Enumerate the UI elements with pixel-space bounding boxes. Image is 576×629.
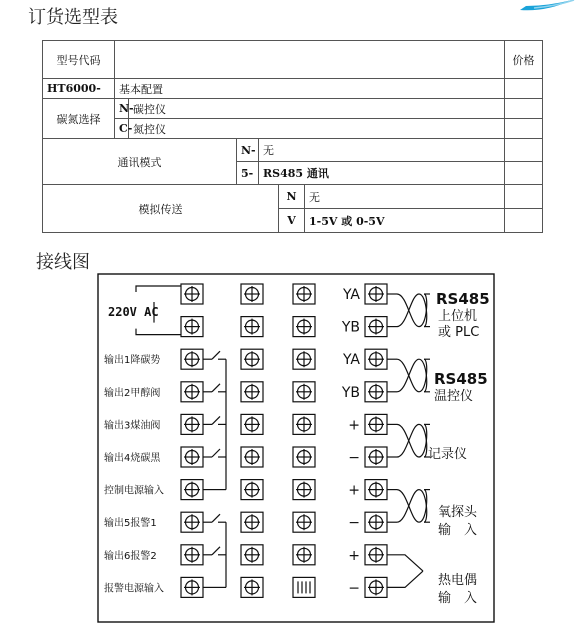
terminal-icon <box>293 447 315 467</box>
terminal-icon <box>181 447 203 467</box>
rs485-temp-title: RS485 <box>434 370 488 388</box>
price-cell <box>505 79 543 99</box>
terminal-sign-label: − <box>348 515 360 532</box>
terminal-icon <box>365 480 387 500</box>
price-cell <box>505 209 543 233</box>
carbon-option-row <box>43 99 543 119</box>
terminal-sign-label: + <box>348 417 360 434</box>
power-wire <box>136 329 181 335</box>
comm-none-row <box>43 139 543 162</box>
terminal-icon <box>365 414 387 434</box>
price-cell <box>505 139 543 162</box>
relay-contact-icon <box>212 547 220 555</box>
terminal-icon <box>293 545 315 565</box>
price-cell <box>505 99 543 119</box>
terminal-icon <box>241 545 263 565</box>
relay-contact-icon <box>212 449 220 457</box>
option-desc: 氮控仪 <box>129 119 505 139</box>
twisted-pair-icon <box>387 424 430 457</box>
option-code: N <box>279 185 305 209</box>
price-cell <box>505 162 543 185</box>
terminal-icon <box>241 349 263 369</box>
terminal-sign-label: YA <box>342 287 360 303</box>
terminal-sign-label: − <box>348 580 360 597</box>
oxygen-label-line1: 氧探头 <box>438 505 478 520</box>
terminal-icon <box>181 512 203 532</box>
rs485-temp-sub: 温控仪 <box>434 389 474 404</box>
terminal-sign-label: YA <box>342 352 360 369</box>
output-label: 控制电源输入 <box>104 485 164 497</box>
option-desc: 无 <box>305 185 505 209</box>
terminal-icon <box>241 414 263 434</box>
analog-output-label: 模拟传送 <box>43 185 279 233</box>
option-code: C- <box>115 119 129 139</box>
fuse-icon <box>293 577 315 597</box>
header-blank-cell <box>115 41 505 79</box>
twisted-pair-icon <box>387 490 430 523</box>
output-label: 输出4烧碳黑 <box>104 453 161 464</box>
terminal-icon <box>365 447 387 467</box>
terminal-icon <box>181 480 203 500</box>
terminal-icon <box>181 545 203 565</box>
terminal-icon <box>365 577 387 597</box>
output-label: 输出2甲醇阀 <box>104 387 161 399</box>
thermo-label-line1: 热电偶 <box>438 573 478 588</box>
terminal-icon <box>241 577 263 597</box>
option-desc: RS485 通讯 <box>259 162 505 185</box>
thermocouple-junction-icon <box>387 555 423 588</box>
terminal-icon <box>181 414 203 434</box>
terminal-icon <box>181 382 203 402</box>
terminal-icon <box>365 349 387 369</box>
option-desc: 无 <box>259 139 505 162</box>
terminal-icon <box>181 577 203 597</box>
terminal-sign-label: − <box>348 450 360 466</box>
power-label: 220V AC <box>108 305 159 319</box>
model-code-header: 型号代码 <box>43 41 115 79</box>
terminal-icon <box>181 284 203 304</box>
terminal-icon <box>365 382 387 402</box>
terminal-icon <box>181 349 203 369</box>
header-row <box>43 41 543 79</box>
power-wire <box>136 286 181 292</box>
terminal-icon <box>293 414 315 434</box>
recorder-label: 记录仪 <box>428 447 468 462</box>
output-label: 输出6报警2 <box>104 550 157 562</box>
terminal-icon <box>293 349 315 369</box>
order-table-title: 订货选型表 <box>28 7 118 28</box>
rs485-pc-sub2: 或 PLC <box>438 325 480 340</box>
terminal-icon <box>293 317 315 337</box>
terminal-icon <box>181 317 203 337</box>
price-cell <box>505 185 543 209</box>
terminal-icon <box>365 512 387 532</box>
relay-contact-icon <box>212 514 220 522</box>
output-label: 输出1降碳势 <box>104 355 161 367</box>
terminal-icon <box>293 382 315 402</box>
base-config-row <box>43 79 543 99</box>
option-desc: 碳控仪 <box>129 99 505 119</box>
option-desc: 1-5V 或 0-5V <box>305 209 505 233</box>
terminal-sign-label: + <box>348 547 360 564</box>
output-label: 报警电源输入 <box>104 583 164 595</box>
terminal-icon <box>241 480 263 500</box>
analog-none-row <box>43 185 543 209</box>
relay-contact-icon <box>212 416 220 424</box>
wiring-diagram-title: 接线图 <box>36 252 90 273</box>
option-code: N- <box>237 139 259 162</box>
nitrogen-option-row <box>43 119 543 139</box>
oxygen-label-line2: 输 入 <box>438 523 478 538</box>
relay-contact-icon <box>212 384 220 392</box>
terminal-icon <box>365 317 387 337</box>
rs485-pc-sub1: 上位机 <box>438 309 478 324</box>
terminal-icon <box>241 284 263 304</box>
terminal-sign-label: YB <box>341 384 360 401</box>
thermo-label-line2: 输 入 <box>438 591 478 606</box>
order-selection-table <box>42 40 543 233</box>
terminal-icon <box>241 447 263 467</box>
terminal-icon <box>293 480 315 500</box>
terminal-sign-label: + <box>348 482 360 499</box>
option-code: N- <box>115 99 129 119</box>
base-model-code: HT6000- <box>43 79 115 99</box>
option-code: 5- <box>237 162 259 185</box>
terminal-icon <box>241 512 263 532</box>
base-config-desc: 基本配置 <box>115 79 505 99</box>
carbon-nitrogen-label: 碳氮选择 <box>43 99 115 139</box>
output-label: 输出5报警1 <box>104 518 157 530</box>
twisted-pair-icon <box>387 294 430 327</box>
terminal-icon <box>365 284 387 304</box>
relay-contact-icon <box>212 351 220 359</box>
price-header: 价格 <box>505 41 543 79</box>
price-cell <box>505 119 543 139</box>
terminal-icon <box>241 317 263 337</box>
rs485-pc-title: RS485 <box>436 290 490 308</box>
terminal-icon <box>293 284 315 304</box>
terminal-icon <box>241 382 263 402</box>
terminal-icon <box>293 512 315 532</box>
output-label: 输出3煤油阀 <box>104 420 161 432</box>
twisted-pair-icon <box>387 359 430 392</box>
terminal-sign-label: YB <box>341 319 360 336</box>
corner-swoosh-icon <box>516 0 576 14</box>
terminal-icon <box>365 545 387 565</box>
wiring-diagram <box>96 272 496 624</box>
comm-mode-label: 通讯模式 <box>43 139 237 185</box>
option-code: V <box>279 209 305 233</box>
